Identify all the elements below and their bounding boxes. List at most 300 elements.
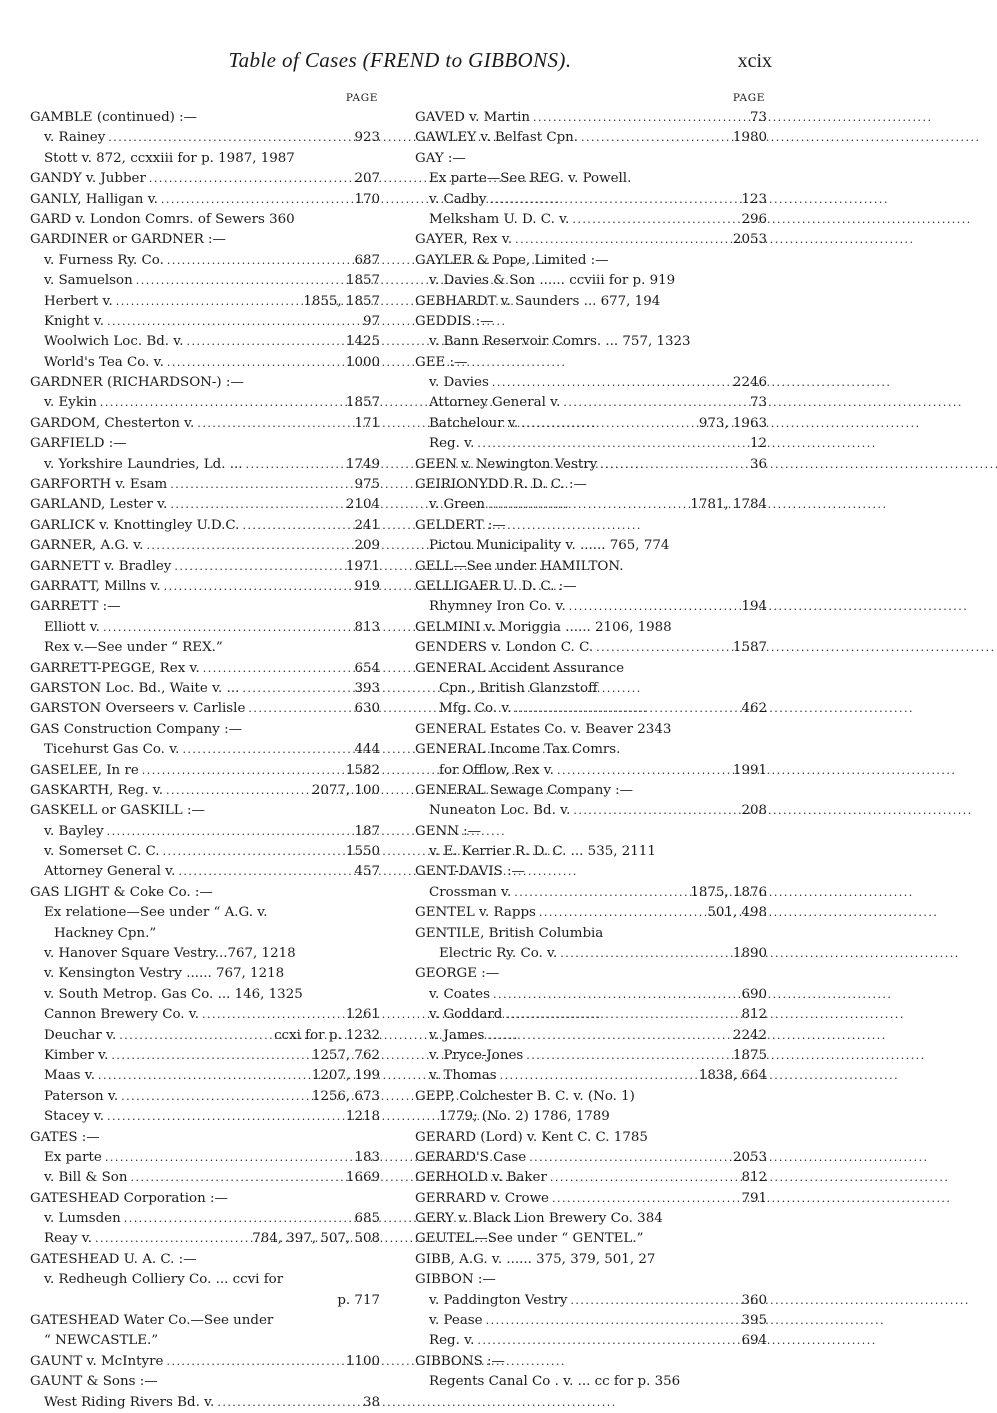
index-entry (415, 190, 767, 210)
leader-dots (492, 373, 730, 393)
entry-text: GARDOM, Chesterton v. (30, 415, 195, 431)
entry-text: Reg. v. (429, 1333, 475, 1349)
entry-page-ref: 2053 (732, 1149, 767, 1165)
index-entry (415, 924, 767, 944)
leader-dots (581, 128, 730, 148)
entry-text: GAYLER & Pope, Limited :— (415, 252, 609, 268)
index-entry (415, 1209, 767, 1229)
index-entry (415, 128, 767, 148)
entry-page-ref: 2104 (345, 497, 380, 513)
entry-text: GERHOLD v. Baker (415, 1170, 547, 1186)
entry-page-ref: 2242 (732, 1027, 767, 1043)
leader-dots (170, 495, 343, 515)
entry-page-ref: 183 (354, 1149, 380, 1165)
entry-text: Crossman v. (429, 884, 512, 900)
entry-page-ref: 784, 397, 507, 508 (252, 1231, 380, 1247)
index-entry (30, 414, 380, 434)
entry-page-ref: 975 (354, 477, 380, 493)
entry-text: Melksham U. D. C. v. (429, 211, 570, 227)
leader-dots (178, 862, 351, 882)
index-entry (415, 292, 767, 312)
index-entry (415, 393, 767, 413)
entry-text: GASELEE, In re (30, 762, 139, 778)
leader-dots (242, 516, 351, 536)
entry-text: GARSTON Overseers v. Carlisle (30, 701, 246, 717)
entry-text: v. Lumsden (44, 1211, 121, 1227)
index-entry (30, 1229, 380, 1249)
index-entry (30, 1291, 380, 1311)
entry-text: GARLAND, Lester v. (30, 497, 168, 513)
index-entry (30, 536, 380, 556)
page-header (0, 48, 800, 82)
index-entry (415, 597, 767, 617)
entry-text: Cpn., British Glanzstoff (439, 680, 598, 696)
leader-dots (569, 597, 739, 617)
entry-page-ref: 97 (362, 313, 380, 329)
entry-text: Kimber v. (44, 1047, 109, 1063)
entry-text: GASKELL or GASKILL :— (30, 803, 205, 819)
index-entry (415, 740, 767, 760)
entry-text: v. Kensington Vestry ...... 767, 1218 (44, 966, 285, 982)
entry-text: v. Goddard (429, 1007, 503, 1023)
entry-text: GARFORTH v. Esam (30, 477, 168, 493)
entry-text: GERARD (Lord) v. Kent C. C. 1785 (415, 1129, 648, 1145)
leader-dots (164, 577, 352, 597)
leader-dots (505, 1005, 738, 1025)
entry-text: v. Davies & Son ...... ccviii for p. 919 (429, 273, 676, 289)
index-entry (415, 1311, 767, 1331)
column-page-label: PAGE (732, 92, 765, 104)
leader-dots (550, 1168, 739, 1188)
entry-text: GELDERT :— (415, 517, 506, 533)
index-entry (415, 1291, 767, 1311)
entry-text: Ex parte—See REG. v. Powell. (429, 171, 632, 187)
entry-page-ref: 923 (354, 130, 380, 146)
entry-text: GEDDIS :— (415, 313, 494, 329)
index-entry (30, 638, 380, 658)
page-title: Table of Cases (FREND to GIBBONS). (228, 48, 572, 72)
entry-page-ref: 73 (749, 110, 767, 125)
leader-dots (116, 292, 301, 312)
index-entry (30, 1066, 380, 1086)
entry-text: v. Furness Ry. Co. (44, 252, 164, 268)
leader-dots (163, 842, 343, 862)
entry-page-ref: 791 (741, 1190, 767, 1206)
entry-page-ref: 1261 (345, 1007, 380, 1023)
index-entry (415, 842, 767, 862)
leader-dots (489, 190, 738, 210)
index-entry (30, 393, 380, 413)
entry-page-ref: 360 (741, 1292, 767, 1308)
entry-text: “ NEWCASTLE.” (44, 1333, 159, 1349)
leader-dots (500, 1066, 696, 1086)
entry-text: Regents Canal Co . v. ... cc for p. 356 (429, 1374, 681, 1390)
entry-page-ref: 687 (354, 252, 380, 268)
index-entry (415, 1352, 767, 1372)
index-entry (415, 149, 767, 169)
entry-text: v. Pryce-Jones (429, 1047, 524, 1063)
index-entry (415, 964, 767, 984)
entry-page-ref: 444 (354, 742, 380, 758)
entry-text: GAVED v. Martin (415, 110, 531, 125)
index-column-left (30, 88, 380, 1413)
index-entry (30, 1372, 380, 1392)
entry-text: GENERAL Estates Co. v. Beaver 2343 (415, 721, 672, 737)
leader-dots (563, 393, 747, 413)
index-entry (415, 1128, 767, 1148)
entry-text: GELL—See under HAMILTON. (415, 558, 624, 574)
entry-text: GEE :— (415, 354, 468, 370)
entry-text: v. E. Kerrier R. D. C. ... 535, 2111 (429, 844, 656, 860)
entry-page-ref: 973, 1963 (698, 415, 767, 431)
entry-text: Batchelour v. (429, 415, 519, 431)
index-entry (415, 495, 767, 515)
index-entry (415, 679, 767, 699)
leader-dots (526, 1046, 730, 1066)
leader-dots (166, 781, 309, 801)
leader-dots (174, 557, 343, 577)
leader-dots (108, 128, 351, 148)
entry-text: v. Somerset C. C. (44, 844, 160, 860)
index-entry (30, 271, 380, 291)
index-entry (30, 679, 380, 699)
index-entry (30, 577, 380, 597)
index-entry (415, 1270, 767, 1290)
index-entry (30, 495, 380, 515)
entry-text: GAS Construction Company :— (30, 721, 243, 737)
leader-dots (111, 1046, 308, 1066)
index-entry (415, 210, 767, 230)
index-entry (415, 699, 767, 719)
index-entry (415, 1005, 767, 1025)
index-entry (30, 903, 380, 923)
entry-text: GENERAL Accident Assurance (415, 660, 625, 676)
entry-text: v. Hanover Square Vestry...767, 1218 (44, 946, 296, 962)
index-entry (415, 169, 767, 189)
entry-text: v. Redheugh Colliery Co. ... ccvi for (44, 1272, 284, 1288)
leader-dots (124, 1209, 352, 1229)
entry-page-ref: 194 (741, 599, 767, 615)
entry-text: GARLICK v. Knottingley U.D.C. (30, 517, 240, 533)
entry-page-ref: 654 (354, 660, 380, 676)
leader-dots (105, 1148, 352, 1168)
index-entry (415, 903, 767, 923)
leader-dots (493, 985, 738, 1005)
entry-text: v. Samuelson (44, 273, 133, 289)
index-entry (30, 169, 380, 189)
index-entry (30, 373, 380, 393)
entry-page-ref: 171 (354, 415, 380, 431)
index-entry (415, 1331, 767, 1351)
index-entry (30, 475, 380, 495)
entry-text: Paterson v. (44, 1088, 119, 1104)
index-entry (30, 557, 380, 577)
entry-page-ref: 685 (354, 1211, 380, 1227)
entry-text: GARDINER or GARDNER :— (30, 232, 226, 248)
leader-dots (202, 1005, 343, 1025)
index-entry (30, 190, 380, 210)
index-entry (30, 1189, 380, 1209)
leader-dots (203, 659, 352, 679)
entry-page-ref: 1749 (345, 456, 380, 472)
entry-text: v. Green (429, 497, 486, 513)
index-entry (30, 862, 380, 882)
index-entry (30, 1026, 380, 1046)
entry-text: Pictou Municipality v. ...... 765, 774 (429, 538, 670, 554)
index-entry (30, 1331, 380, 1351)
index-entry (415, 781, 767, 801)
entry-text: for Offlow, Rex v. (439, 762, 554, 778)
entry-text: Knight v. (44, 313, 104, 329)
index-entry (30, 210, 380, 230)
entry-text: v. Eykin (44, 395, 97, 411)
leader-dots (486, 1311, 739, 1331)
leader-dots (217, 1393, 360, 1413)
index-entry (415, 944, 767, 964)
index-entry (30, 924, 380, 944)
index-entry (30, 883, 380, 903)
entry-page-ref: 208 (741, 803, 767, 819)
index-entry (415, 230, 767, 250)
index-entry (415, 1107, 767, 1127)
entry-text: West Riding Rivers Bd. v. (44, 1394, 215, 1410)
entry-page-ref: 241 (354, 517, 380, 533)
entry-page-ref: ccxi for p. 1232 (274, 1027, 380, 1043)
leader-dots (515, 699, 739, 719)
entry-text: GIBBON :— (415, 1272, 496, 1288)
leader-dots (107, 822, 352, 842)
entry-text: GASKARTH, Reg. v. (30, 782, 163, 798)
entry-text: GARSTON Loc. Bd., Waite v. ... (30, 680, 240, 696)
index-entry (30, 1311, 380, 1331)
entry-text: Elliott v. (44, 619, 100, 635)
entry-text: Ex relatione—See under “ A.G. v. (44, 905, 268, 921)
leader-dots (187, 332, 343, 352)
entry-page-ref: 1257, 762 (311, 1047, 380, 1063)
entry-text: Ex parte (44, 1149, 102, 1165)
index-entry (30, 618, 380, 638)
entry-text: GAUNT & Sons :— (30, 1374, 158, 1390)
entry-text: Mfg. Co. v. (439, 701, 512, 717)
index-entry (415, 761, 767, 781)
entry-page-ref: 1991 (732, 762, 767, 778)
entry-text: Cannon Brewery Co. v. (44, 1007, 200, 1023)
index-entry (30, 1005, 380, 1025)
leader-dots (142, 761, 343, 781)
entry-text: Deuchar v. (44, 1027, 117, 1043)
entry-text: v. Rainey (44, 130, 106, 146)
entry-text: GEPP, Colchester B. C. v. (No. 1) (415, 1088, 635, 1104)
leader-dots (130, 1168, 342, 1188)
index-entry (415, 1372, 767, 1392)
index-entry (30, 230, 380, 250)
index-entry (415, 862, 767, 882)
entry-page-ref: 630 (354, 701, 380, 717)
entry-page-ref: 812 (741, 1007, 767, 1023)
index-entry (415, 985, 767, 1005)
leader-dots (167, 251, 352, 271)
index-entry (30, 1393, 380, 1413)
index-entry (30, 699, 380, 719)
entry-text: v. Bann Reservoir Comrs. ... 757, 1323 (429, 334, 691, 350)
index-entry (30, 964, 380, 984)
index-entry (30, 434, 380, 454)
index-entry (415, 659, 767, 679)
entry-text: v. Pease (429, 1313, 483, 1329)
index-entry (30, 1148, 380, 1168)
entry-text: GEUTEL—See under “ GENTEL.” (415, 1231, 644, 1247)
index-entry (415, 1189, 767, 1209)
entry-page-ref: 1855, 1857 (303, 293, 380, 309)
entry-page-ref: 462 (741, 701, 767, 717)
entry-page-ref: 919 (354, 578, 380, 594)
column-page-label: PAGE (345, 92, 378, 104)
leader-dots (136, 271, 343, 291)
index-entry (30, 761, 380, 781)
index-entry (30, 985, 380, 1005)
entry-text: Stott v. 872, ccxxiii for p. 1987, 1987 (44, 150, 295, 166)
leader-dots (533, 108, 747, 128)
entry-text: GENN :— (415, 823, 482, 839)
leader-dots (246, 455, 343, 475)
leader-dots (487, 1026, 730, 1046)
entry-text: GARNETT v. Bradley (30, 558, 172, 574)
entry-page-ref: 1425 (345, 334, 380, 350)
entry-page-ref: 1100 (345, 1353, 380, 1369)
index-entry (30, 1128, 380, 1148)
leader-dots (488, 495, 687, 515)
entry-page-ref: 12 (749, 436, 767, 452)
entry-text: GARRETT :— (30, 599, 121, 615)
index-entry (415, 475, 767, 495)
leader-dots (477, 434, 747, 454)
entry-page-ref: 1980 (732, 130, 767, 146)
index-entry (415, 618, 767, 638)
entry-text: GENTILE, British Columbia (415, 925, 604, 941)
index-column-right (415, 88, 767, 1393)
index-entry (415, 536, 767, 556)
index-entry (30, 1270, 380, 1290)
index-entry (415, 1046, 767, 1066)
leader-dots (572, 210, 738, 230)
entry-text: GEBHARDT v. Saunders ... 677, 194 (415, 293, 661, 309)
index-entry (30, 659, 380, 679)
entry-text: GEORGE :— (415, 966, 500, 982)
index-entry (30, 516, 380, 536)
leader-dots (119, 1026, 271, 1046)
entry-page-ref: 1207, 199 (311, 1068, 380, 1084)
entry-page-ref: 1857 (345, 395, 380, 411)
entry-text: GENT-DAVIS :— (415, 864, 525, 880)
index-entry (415, 251, 767, 271)
entry-page-ref: 1857 (345, 273, 380, 289)
index-entry (415, 822, 767, 842)
entry-text: 1779; (No. 2) 1786, 1789 (439, 1109, 610, 1125)
entry-text: Herbert v. (44, 293, 113, 309)
entry-page-ref: 1256, 673 (311, 1088, 380, 1104)
index-entry (30, 108, 380, 128)
index-entry (415, 1066, 767, 1086)
index-entry (415, 373, 767, 393)
entry-page-ref: 73 (749, 395, 767, 411)
index-entry (30, 353, 380, 373)
entry-text: GAUNT v. McIntyre (30, 1353, 164, 1369)
entry-page-ref: 296 (741, 211, 767, 227)
entry-text: v. Bill & Son (44, 1170, 128, 1186)
index-entry (415, 557, 767, 577)
leader-dots (560, 944, 730, 964)
entry-page-ref: 812 (741, 1170, 767, 1186)
entry-text: v. Paddington Vestry (429, 1292, 568, 1308)
leader-dots (161, 190, 352, 210)
entry-text: GANLY, Halligan v. (30, 191, 158, 207)
entry-page-ref: 209 (354, 538, 380, 554)
leader-dots (95, 1229, 249, 1249)
entry-text: Reay v. (44, 1231, 93, 1247)
index-entry (415, 108, 767, 128)
entry-text: World's Tea Co. v. (44, 354, 164, 370)
entry-text: GATESHEAD Corporation :— (30, 1190, 228, 1206)
entry-page-ref: 1582 (345, 762, 380, 778)
index-entry (415, 1168, 767, 1188)
index-entry (30, 1107, 380, 1127)
entry-text: GIBBONS :— (415, 1353, 505, 1369)
entry-text: GARNER, A.G. v. (30, 538, 144, 554)
entry-page-ref: 1890 (732, 946, 767, 962)
leader-dots (570, 1291, 738, 1311)
entry-text: GARFIELD :— (30, 436, 127, 452)
index-entry (30, 455, 380, 475)
index-entry (30, 149, 380, 169)
entry-text: Electric Ry. Co. v. (439, 946, 558, 962)
entry-text: Nuneaton Loc. Bd. v. (429, 803, 571, 819)
entry-page-ref: 207 (354, 171, 380, 187)
entry-page-ref: 2053 (732, 232, 767, 248)
entry-text: GANDY v. Jubber (30, 171, 146, 187)
leader-dots (242, 679, 351, 699)
entry-page-ref: 393 (354, 680, 380, 696)
leader-dots (600, 455, 747, 475)
entry-text: GELMINI v. Moriggia ...... 2106, 1988 (415, 619, 672, 635)
entry-text: v. Yorkshire Laundries, Ld. ... (44, 456, 243, 472)
index-entry (30, 1168, 380, 1188)
entry-text: GERRARD v. Crowe (415, 1190, 549, 1206)
entry-text: v. Coates (429, 986, 490, 1002)
leader-dots (107, 312, 360, 332)
leader-dots (539, 903, 704, 923)
index-entry (415, 414, 767, 434)
entry-page-ref: 36 (749, 456, 767, 472)
leader-dots (146, 536, 351, 556)
entry-text: v. Davies (429, 375, 489, 391)
entry-page-ref: 2077, 100 (311, 782, 380, 798)
entry-text: GARD v. London Comrs. of Sewers 360 (30, 211, 295, 227)
index-entry (30, 740, 380, 760)
entry-page-ref: 1875, 1876 (690, 884, 767, 900)
index-entry (30, 312, 380, 332)
index-entry (415, 353, 767, 373)
leader-dots (98, 1066, 309, 1086)
entry-page-ref: 2246 (732, 375, 767, 391)
entry-text: GIBB, A.G. v. ...... 375, 379, 501, 27 (415, 1251, 656, 1267)
entry-text: v. Bayley (44, 823, 104, 839)
entry-text: GARRETT-PEGGE, Rex v. (30, 660, 200, 676)
index-entry (30, 720, 380, 740)
entry-page-ref: 1218 (345, 1109, 380, 1125)
leader-dots (166, 1352, 342, 1372)
entry-page-ref: 694 (741, 1333, 767, 1349)
entry-text: GAMBLE (continued) :— (30, 110, 198, 125)
